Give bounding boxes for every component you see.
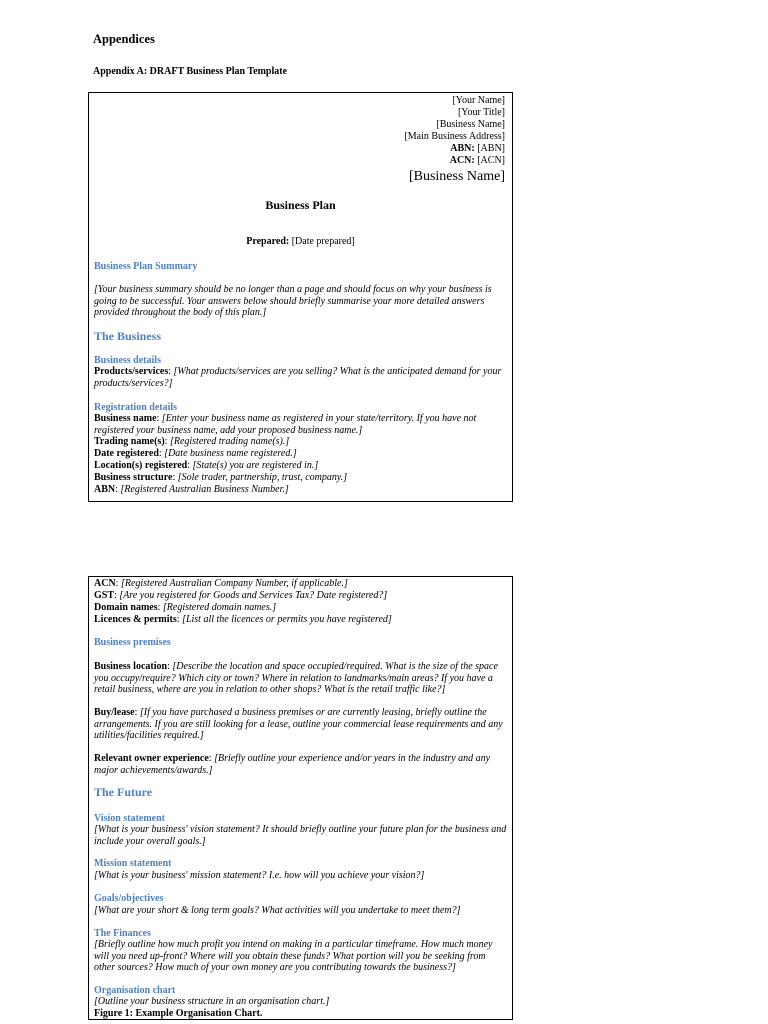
buy-lease-label: Buy/lease	[94, 707, 135, 718]
location-label: Location(s) registered	[94, 460, 188, 471]
registration-heading: Registration details	[94, 402, 178, 413]
owner-experience-value: [Briefly outline your experience and/or years in the industry and any major achievements/awards.]	[94, 753, 491, 776]
reg-trading-name: Trading name(s): [Registered trading name(s).]	[94, 436, 290, 447]
business-location-label: Business location	[94, 661, 168, 672]
products-services: Products/services: [What products/services are you selling? What is the anticipated demand for your products/services?]	[94, 366, 502, 389]
acn-row: ACN: [Registered Australian Company Number, if applicable.]	[94, 578, 348, 589]
location-value: [State(s) you are registered in.]	[192, 460, 319, 471]
acn-row-label: ACN	[94, 578, 116, 589]
gst-label: GST	[94, 590, 115, 601]
structure-value: [Sole trader, partnership, trust, company.]	[177, 472, 348, 483]
reg-abn-value: [Registered Australian Business Number.]	[120, 484, 289, 495]
finances-text: [Briefly outline how much profit you intend on making in a particular timeframe. How much money will you need up-front? Where will you obtain these funds? What portion will you be seeking from other sources? How much of your own money are you contributing towards the business?]	[94, 939, 493, 973]
reg-structure: Business structure: [Sole trader, partnership, trust, company.]	[94, 472, 348, 483]
reg-business-name: Business name: [Enter your business name as registered in your state/territory. If you have not registered your business name, add your proposed business name.]	[94, 413, 477, 436]
business-name-large: [Business Name]	[408, 169, 505, 184]
prepared-line	[89, 236, 512, 248]
goals-heading: Goals/objectives	[94, 893, 164, 904]
org-chart-text: [Outline your business structure in an organisation chart.]	[94, 996, 330, 1007]
gst-row: GST: [Are you registered for Goods and Services Tax? Date registered?]	[94, 590, 388, 601]
mission-text: [What is your business' mission statement? I.e. how will you achieve your vision?]	[94, 870, 425, 881]
business-name: [Business Name]	[436, 119, 505, 130]
document-title: Business Plan	[265, 198, 336, 212]
abn-line	[450, 143, 505, 155]
licences-row: Licences & permits: [List all the licences or permits you have registered]	[94, 614, 392, 625]
trading-label: Trading name(s)	[94, 436, 165, 447]
goals-text: [What are your short & long term goals? What activities will you undertake to meet them?]	[94, 905, 461, 916]
acn-row-value: [Registered Australian Company Number, if applicable.]	[120, 578, 348, 589]
reg-abn-label: ABN	[94, 484, 116, 495]
business-location-value: [Describe the location and space occupied/required. What is the size of the space you occupy/require? Which city or town? Where in relation to landmarks/main areas? If you have a retail business, where are you in relation to other shops? What is the retail traffic like?]	[94, 661, 498, 695]
domain-label: Domain names	[94, 602, 158, 613]
reg-business-name-label: Business name	[94, 413, 157, 424]
products-value: [What products/services are you selling? What is the anticipated demand for your products/services?]	[94, 366, 502, 389]
domain-row: Domain names: [Registered domain names.]	[94, 602, 277, 613]
buy-lease: Buy/lease: [If you have purchased a business premises or are currently leasing, briefly outline the arrangements. If you are still looking for a lease, outline your commercial lease requirements and any utilities/facilities required.]	[94, 707, 503, 741]
prepared-value: [Date prepared]	[291, 236, 355, 247]
abn-label: ABN:	[450, 143, 475, 154]
trading-value: [Registered trading name(s).]	[169, 436, 290, 447]
vision-heading: Vision statement	[94, 813, 166, 824]
org-chart-heading: Organisation chart	[94, 985, 176, 996]
gst-value: [Are you registered for Goods and Services Tax? Date registered?]	[119, 590, 388, 601]
business-plan-page-1	[88, 92, 513, 502]
summary-text: [Your business summary should be no longer than a page and should focus on why your business is going to be successful. Your answers below should briefly summarise your more detailed answers provided throughout the body of this plan.]	[94, 284, 492, 318]
business-plan-page-2	[88, 576, 513, 1020]
finances-heading: The Finances	[94, 928, 151, 939]
appendix-heading: Appendix A: DRAFT Business Plan Template	[93, 66, 288, 77]
figure-caption: Figure 1: Example Organisation Chart.	[94, 1008, 263, 1019]
page-heading: Appendices	[93, 32, 155, 46]
owner-experience: Relevant owner experience: [Briefly outline your experience and/or years in the industry and any major achievements/awards.]	[94, 753, 491, 776]
acn-line	[450, 155, 505, 167]
vision-text: [What is your business' vision statement? It should briefly outline your future plan for the business and include your overall goals.]	[94, 824, 507, 847]
your-name: [Your Name]	[452, 95, 505, 106]
prepared-label: Prepared:	[246, 236, 290, 247]
licences-label: Licences & permits	[94, 614, 177, 625]
date-label: Date registered	[94, 448, 159, 459]
business-details-heading: Business details	[94, 355, 161, 366]
acn-value: [ACN]	[477, 155, 505, 166]
date-value: [Date business name registered.]	[164, 448, 297, 459]
your-title: [Your Title]	[457, 107, 505, 118]
reg-date: Date registered: [Date business name registered.]	[94, 448, 297, 459]
owner-experience-label: Relevant owner experience	[94, 753, 209, 764]
domain-value: [Registered domain names.]	[162, 602, 277, 613]
reg-location: Location(s) registered: [State(s) you are registered in.]	[94, 460, 319, 471]
business-location: Business location: [Describe the location and space occupied/required. What is the size of the space you occupy/require? Which city or town? Where in relation to landmarks/main areas? If you have a retail business, where are you in relation to other shops? What is the retail traffic like?]	[94, 661, 498, 695]
structure-label: Business structure	[94, 472, 173, 483]
reg-abn: ABN: [Registered Australian Business Number.]	[94, 484, 289, 495]
abn-value: [ABN]	[477, 143, 505, 154]
reg-business-name-value: [Enter your business name as registered in your state/territory. If you have not registered your business name, add your proposed business name.]	[94, 413, 477, 436]
licences-value: [List all the licences or permits you have registered]	[182, 614, 392, 625]
products-label: Products/services	[94, 366, 169, 377]
premises-heading: Business premises	[94, 637, 171, 648]
acn-label: ACN:	[449, 155, 475, 166]
business-address: [Main Business Address]	[404, 131, 505, 142]
the-business-heading: The Business	[94, 329, 162, 343]
mission-heading: Mission statement	[94, 858, 172, 869]
buy-lease-value: [If you have purchased a business premises or are currently leasing, briefly outline the arrangements. If you are still looking for a lease, outline your commercial lease requirements and any utilities/facilities required.]	[94, 707, 503, 741]
the-future-heading: The Future	[94, 785, 153, 799]
summary-heading: Business Plan Summary	[94, 261, 198, 272]
